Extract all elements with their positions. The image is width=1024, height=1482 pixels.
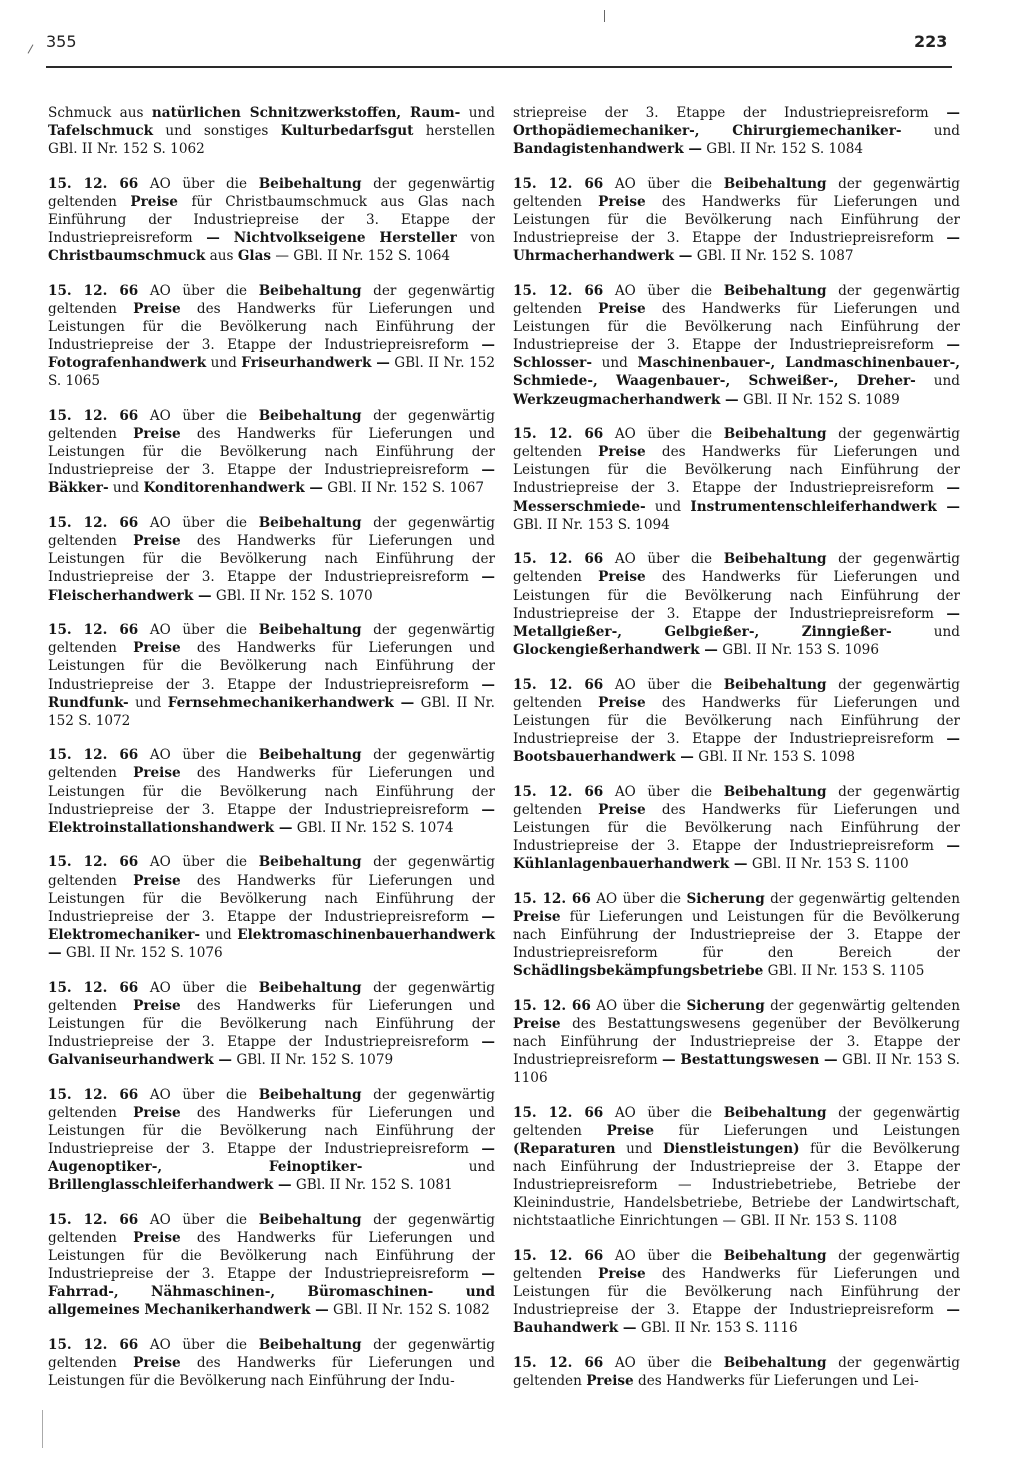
legal-entry: 15. 12. 66 AO über die Beibehaltung der gegenwärtig geltenden Preise für Christbaumschmuck aus Glas nach Einführung der Industriepreise der 3. Etappe der Industriepreisreform — Nichtvolkseigene Hersteller von Christbaumschmuck aus Glas — GBl. II Nr. 152 S. 1064 [48,175,495,265]
legal-entry: 15. 12. 66 AO über die Beibehaltung der gegenwärtig geltenden Preise des Handwerks für Lieferungen und Leistungen für die Bevölkerung nach Einführung der Industriepreise der 3. Etappe der Industriepreisreform — Augenoptiker-, Feinoptiker- und Brillenglasschleiferhandwerk — GBl. II Nr. 152 S. 1081 [48,1086,495,1194]
page-number-right: 223 [914,32,948,51]
scan-mark [604,10,605,22]
legal-entry: 15. 12. 66 AO über die Beibehaltung der gegenwärtig geltenden Preise des Handwerks für Lieferungen und Leistungen für die Bevölkerung nach Einführung der Industriepreise der 3. Etappe der Industriepreisreform — Messerschmiede- und Instrumentenschleiferhandwerk — GBl. II Nr. 153 S. 1094 [513,426,961,533]
legal-entry: 15. 12. 66 AO über die Beibehaltung der gegenwärtig geltenden Preise des Handwerks für Lieferungen und Leistungen für die Bevölkerung nach Einführung der Industriepreise der 3. Etappe der Industriepreisreform — Fahrrad-, Nähmaschinen-, Büromaschinen- und allgemeines Mechanikerhandwerk — GBl. II Nr. 152 S. 1082 [48,1211,495,1319]
legal-entry: 15. 12. 66 AO über die Beibehaltung der gegenwärtig geltenden Preise des Handwerks für Lieferungen und Leistungen für die Bevölkerung nach Einführung der Industriepreise der 3. Etappe der Industriepreisreform — Fleischerhandwerk — GBl. II Nr. 152 S. 1070 [48,515,495,604]
scan-mark [42,1410,43,1448]
legal-entry: 15. 12. 66 AO über die Beibehaltung der gegenwärtig geltenden Preise des Handwerks für Lieferungen und Leistungen für die Bevölkerung nach Einführung der Industriepreise der 3. Etappe der Industriepreisreform — Schlosser- und Maschinenbauer-, Landmaschinenbauer-, Schmiede-, Waagenbauer-, Schweißer-, Dreher- und Werkzeugmacherhandwerk — GBl. II Nr. 152 S. 1089 [513,282,960,408]
legal-entry: 15. 12. 66 AO über die Beibehaltung der gegenwärtig geltenden Preise des Handwerks für Lieferungen und Leistungen für die Bevölkerung nach Einführung der Industriepreise der 3. Etappe der Industriepreisreform — Rundfunk- und Fernsehmechanikerhandwerk — GBl. II Nr. 152 S. 1072 [48,622,495,729]
legal-entry: 15. 12. 66 AO über die Beibehaltung der gegenwärtig geltenden Preise des Handwerks für Lieferungen und Lei- [513,1355,960,1390]
legal-entry: 15. 12. 66 AO über die Beibehaltung der gegenwärtig geltenden Preise des Handwerks für Lieferungen und Leistungen für die Bevölkerung nach Einführung der Industriepreise der 3. Etappe der Industriepreisreform — Kühlanlagenbauerhandwerk — GBl. II Nr. 153 S. 1100 [513,783,960,872]
legal-entry: 15. 12. 66 AO über die Beibehaltung der gegenwärtig geltenden Preise des Handwerks für Lieferungen und Leistungen für die Bevölkerung nach Einführung der Industriepreise der 3. Etappe der Industriepreisreform — Bootsbauerhandwerk — GBl. II Nr. 153 S. 1098 [513,676,960,765]
page-number-left: 355 [46,32,77,51]
legal-entry: 15. 12. 66 AO über die Beibehaltung der gegenwärtig geltenden Preise für Lieferungen und Leistungen (Reparaturen und Dienstleistungen) für die Bevölkerung nach Einführung der Industriepreise der 3. Etappe der Industriepreisreform — Industriebetriebe, Betriebe der Kleinindustrie, Handelsbetriebe, Betriebe der Landwirtschaft, nichtstaatliche Einrichtungen — GBl. II Nr. 153 S. 1108 [513,1104,960,1230]
legal-entry: 15. 12. 66 AO über die Beibehaltung der gegenwärtig geltenden Preise des Handwerks für Lieferungen und Leistungen für die Bevölkerung nach Einführung der Indu- [48,1336,495,1390]
legal-entry: 15. 12. 66 AO über die Beibehaltung der gegenwärtig geltenden Preise des Handwerks für Lieferungen und Leistungen für die Bevölkerung nach Einführung der Industriepreise der 3. Etappe der Industriepreisreform — Galvaniseurhandwerk — GBl. II Nr. 152 S. 1079 [48,979,495,1068]
legal-entry: 15. 12. 66 AO über die Beibehaltung der gegenwärtig geltenden Preise des Handwerks für Lieferungen und Leistungen für die Bevölkerung nach Einführung der Industriepreise der 3. Etappe der Industriepreisreform — Elektroinstallationshandwerk — GBl. II Nr. 152 S. 1074 [48,747,495,836]
legal-entry: 15. 12. 66 AO über die Beibehaltung der gegenwärtig geltenden Preise des Handwerks für Lieferungen und Leistungen für die Bevölkerung nach Einführung der Industriepreise der 3. Etappe der Industriepreisreform — Uhrmacherhandwerk — GBl. II Nr. 152 S. 1087 [513,175,960,265]
legal-entry: 15. 12. 66 AO über die Beibehaltung der gegenwärtig geltenden Preise des Handwerks für Lieferungen und Leistungen für die Bevölkerung nach Einführung der Industriepreise der 3. Etappe der Industriepreisreform — Elektromechaniker- und Elektromaschinenbauerhandwerk — GBl. II Nr. 152 S. 1076 [48,854,495,961]
scan-mark [28,44,34,53]
legal-entry: Schmuck aus natürlichen Schnitzwerkstoffen, Raum- und Tafelschmuck und sonstiges Kulturbedarfsgut herstellen GBl. II Nr. 152 S. 1062 [48,105,495,158]
legal-entry: 15. 12. 66 AO über die Beibehaltung der gegenwärtig geltenden Preise des Handwerks für Lieferungen und Leistungen für die Bevölkerung nach Einführung der Industriepreise der 3. Etappe der Industriepreisreform — Bauhandwerk — GBl. II Nr. 153 S. 1116 [513,1248,960,1337]
header-rule [46,66,952,68]
right-column [513,104,960,1407]
legal-entry: 15. 12. 66 AO über die Sicherung der gegenwärtig geltenden Preise des Bestattungswesens gegenüber der Bevölkerung nach Einführung der Industriepreise der 3. Etappe der Industriepreisreform — Bestattungswesen — GBl. II Nr. 153 S. 1106 [513,997,960,1087]
legal-entry: 15. 12. 66 AO über die Beibehaltung der gegenwärtig geltenden Preise des Handwerks für Lieferungen und Leistungen für die Bevölkerung nach Einführung der Industriepreise der 3. Etappe der Industriepreisreform — Bäkker- und Konditorenhandwerk — GBl. II Nr. 152 S. 1067 [48,408,495,497]
legal-entry: 15. 12. 66 AO über die Beibehaltung der gegenwärtig geltenden Preise des Handwerks für Lieferungen und Leistungen für die Bevölkerung nach Einführung der Industriepreise der 3. Etappe der Industriepreisreform — Metallgießer-, Gelbgießer-, Zinngießer- und Glockengießerhandwerk — GBl. II Nr. 153 S. 1096 [513,551,960,658]
legal-entry: 15. 12. 66 AO über die Beibehaltung der gegenwärtig geltenden Preise des Handwerks für Lieferungen und Leistungen für die Bevölkerung nach Einführung der Industriepreise der 3. Etappe der Industriepreisreform — Fotografenhandwerk und Friseurhandwerk — GBl. II Nr. 152 S. 1065 [48,282,495,390]
legal-entry: 15. 12. 66 AO über die Sicherung der gegenwärtig geltenden Preise für Lieferungen und Leistungen für die Bevölkerung nach Einführung der Industriepreise der 3. Etappe der Industriepreisreform für den Bereich der Schädlingsbekämpfungsbetriebe GBl. II Nr. 153 S. 1105 [513,890,960,979]
left-column [48,104,495,1407]
legal-entry: striepreise der 3. Etappe der Industriepreisreform — Orthopädiemechaniker-, Chirurgiemechaniker- und Bandagistenhandwerk — GBl. II Nr. 152 S. 1084 [513,105,960,158]
